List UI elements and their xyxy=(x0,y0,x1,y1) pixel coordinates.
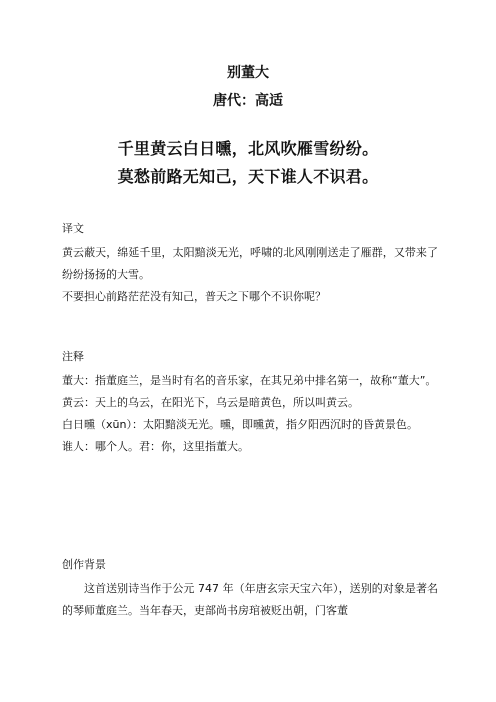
notes-section xyxy=(62,370,438,458)
background-paragraph: 这首送别诗当作于公元 747 年（年唐玄宗天宝六年），送别的对象是著名的琴师董庭兰。当年春天，吏部尚书房琯被贬出朝，门客董 xyxy=(62,582,438,617)
background-heading: 创作背景 xyxy=(62,558,106,571)
poem-author: 唐代：高适 xyxy=(213,93,283,109)
translation-paragraph: 不要担心前路茫茫没有知己，普天之下哪个不识你呢？ xyxy=(62,290,326,303)
note-item: 谁人：哪个人。君：你，这里指董大。 xyxy=(62,440,249,453)
translation-heading: 译文 xyxy=(62,222,84,235)
poem-line-1: 千里黄云白日曛，北风吹雁雪纷纷。 xyxy=(117,139,379,158)
notes-heading: 注释 xyxy=(62,350,84,363)
poem-line-2: 莫愁前路无知己，天下谁人不识君。 xyxy=(117,167,379,186)
note-item: 黄云：天上的乌云，在阳光下，乌云是暗黄色，所以叫黄云。 xyxy=(62,396,359,409)
background-section xyxy=(62,578,438,622)
note-item: 白日曛（xūn）：太阳黯淡无光。曛，即曛黄，指夕阳西沉时的昏黄景色。 xyxy=(62,418,418,431)
translation-section xyxy=(62,242,438,308)
translation-paragraph: 黄云蔽天，绵延千里，太阳黯淡无光，呼啸的北风刚刚送走了雁群，又带来了纷纷扬扬的大雪。 xyxy=(62,246,438,281)
note-item: 董大：指董庭兰，是当时有名的音乐家，在其兄弟中排名第一，故称“董大”。 xyxy=(62,374,437,387)
poem-title: 别董大 xyxy=(227,65,269,81)
